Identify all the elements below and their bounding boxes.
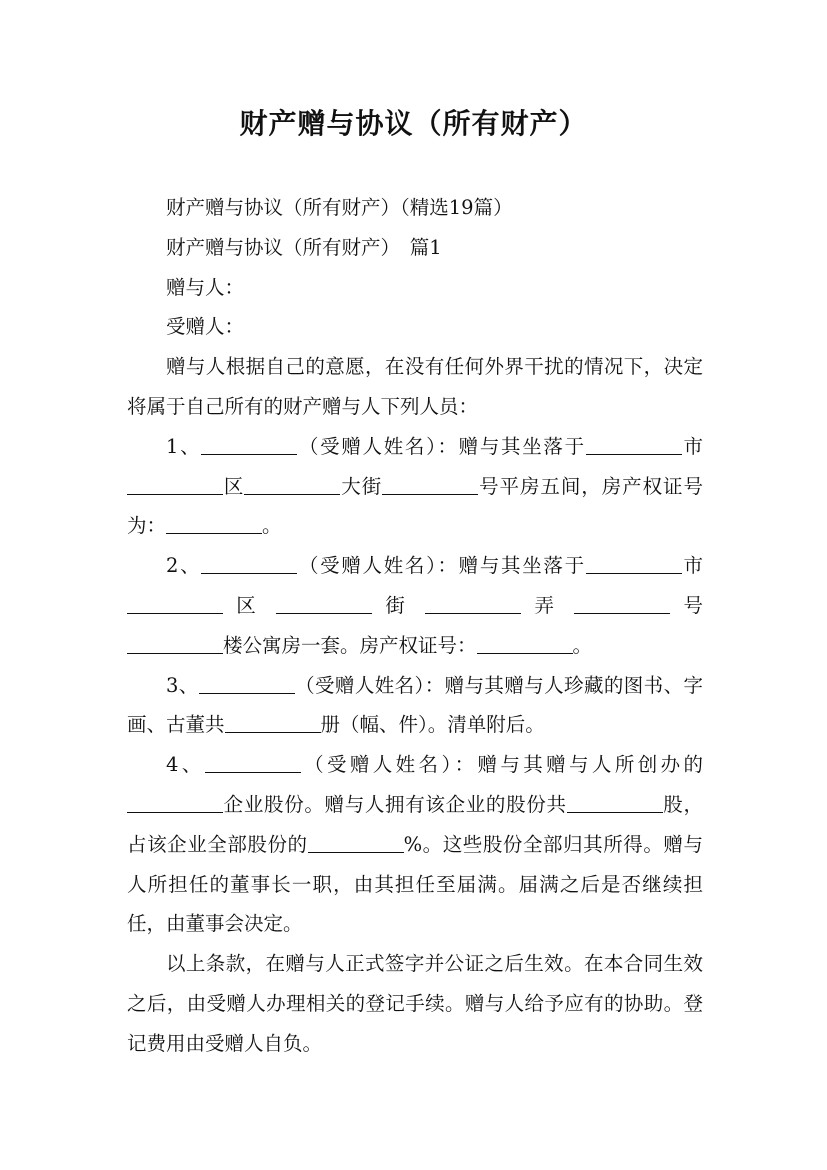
item-2-paragraph: [127, 546, 703, 665]
item-2-text: （受赠人姓名）：赠与其坐落于: [297, 554, 586, 578]
document-body: [127, 188, 703, 1064]
blank-field: [199, 673, 295, 694]
blank-field: [586, 434, 682, 455]
item-4-paragraph: [127, 745, 703, 944]
blank-field: [127, 633, 223, 654]
item-2-text: 楼公寓房一套。房产权证号：: [223, 633, 477, 657]
item-2-text: 街: [385, 593, 412, 617]
blank-field: [308, 832, 404, 853]
document-title: 财产赠与协议（所有财产）: [239, 107, 588, 140]
blank-field: [201, 434, 297, 455]
donee-label: 受赠人：: [166, 315, 245, 339]
item-2-text: 弄: [534, 593, 562, 617]
item-3-number: 3、: [166, 673, 199, 697]
item-1-text: （受赠人姓名）：赠与其坐落于: [297, 434, 586, 458]
blank-field: [244, 474, 340, 495]
item-1-text: 号平房五间，房产权证号为：: [127, 474, 703, 538]
section-heading: 财产赠与协议（所有财产） 篇1: [166, 235, 442, 259]
item-1-paragraph: [127, 427, 703, 546]
blank-field: [477, 633, 573, 654]
closing-paragraph: 以上条款，在赠与人正式签字并公证之后生效。在本合同生效之后，由受赠人办理相关的登记手续。赠与人给予应有的协助。登记费用由受赠人自负。: [127, 952, 703, 1055]
blank-field: [276, 593, 372, 614]
blank-field: [127, 593, 223, 614]
item-2-text: 。: [572, 633, 593, 657]
item-4-text: （受赠人姓名）：赠与其赠与人所创办的: [300, 753, 703, 777]
blank-field: [166, 514, 262, 535]
blank-field: [586, 554, 682, 575]
blank-field: [201, 554, 297, 575]
item-4-number: 4、: [166, 753, 205, 777]
item-2-text: 区: [236, 593, 263, 617]
item-3-paragraph: [127, 666, 703, 746]
item-2-text: 市: [681, 554, 703, 578]
blank-field: [127, 474, 223, 495]
item-2-number: 2、: [166, 554, 202, 578]
item-1-text: 区: [223, 474, 245, 498]
blank-field: [225, 713, 321, 734]
blank-field: [205, 753, 301, 774]
blank-field: [127, 792, 223, 813]
item-1-text: 市: [681, 434, 703, 458]
intro-paragraph: 赠与人根据自己的意愿，在没有任何外界干扰的情况下，决定将属于自己所有的财产赠与人下列人员：: [127, 355, 703, 418]
item-3-text: （受赠人姓名）：赠与其赠与人珍藏的图书、字画、古董共: [127, 673, 703, 737]
item-4-text: 股，占该企业全部股份的: [127, 792, 703, 856]
item-1-text: 。: [262, 514, 282, 538]
item-1-number: 1、: [166, 434, 202, 458]
item-1-text: 大街: [340, 474, 383, 498]
item-4-text: 企业股份。赠与人拥有该企业的股份共: [223, 792, 567, 816]
subtitle: 财产赠与协议（所有财产）（精选19篇）: [166, 196, 513, 219]
donor-label: 赠与人：: [166, 275, 245, 299]
item-4-text: %。这些股份全部归其所得。赠与人所担任的董事长一职，由其担任至届满。届满之后是否继续担任，由董事会决定。: [127, 832, 703, 936]
blank-field: [567, 792, 663, 813]
blank-field: [425, 593, 521, 614]
item-3-text: 册（幅、件）。清单附后。: [320, 713, 545, 737]
blank-field: [574, 593, 670, 614]
item-2-text: 号: [683, 593, 704, 617]
blank-field: [382, 474, 478, 495]
